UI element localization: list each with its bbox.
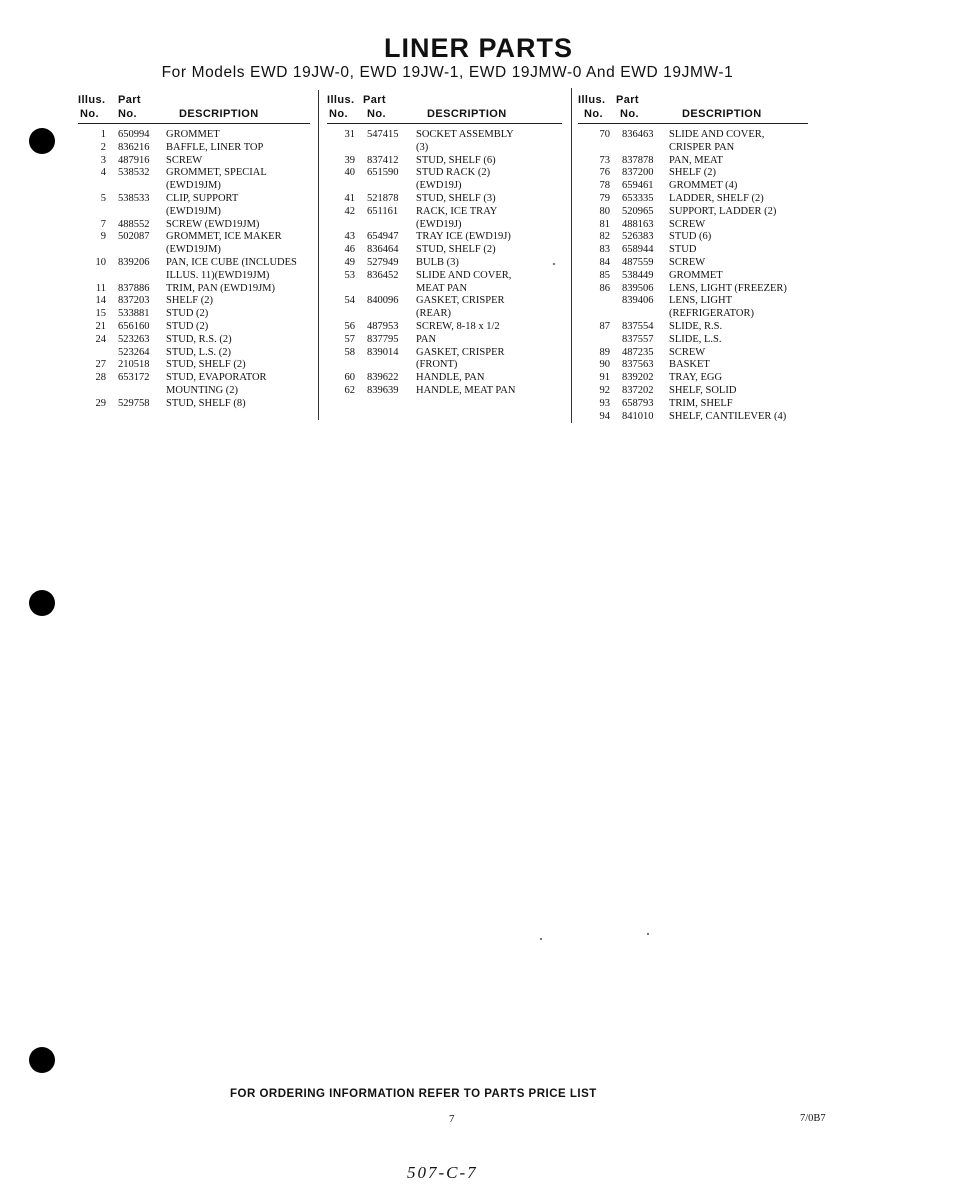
part-number: 523263 xyxy=(118,333,150,345)
illus-number: 28 xyxy=(95,372,106,384)
illus-number: 24 xyxy=(95,333,106,345)
binder-hole-top xyxy=(29,128,55,154)
part-number: 837878 xyxy=(622,154,654,166)
part-description: (3) xyxy=(416,141,429,153)
illus-number: 31 xyxy=(344,129,355,140)
part-number: 837412 xyxy=(367,154,399,166)
part-description: CLIP, SUPPORT xyxy=(166,192,239,204)
part-row xyxy=(327,359,562,372)
part-row xyxy=(78,372,310,385)
illus-number: 7 xyxy=(100,218,106,230)
part-description: STUD, SHELF (8) xyxy=(166,397,246,409)
illus-number: 43 xyxy=(344,231,355,243)
part-row xyxy=(578,359,808,372)
illus-number: 79 xyxy=(599,192,610,204)
part-row xyxy=(327,334,562,347)
illus-number: 9 xyxy=(100,231,106,243)
part-row xyxy=(78,295,310,308)
ordering-info-note: FOR ORDERING INFORMATION REFER TO PARTS PRICE LIST xyxy=(230,1088,597,1100)
parts-rows xyxy=(578,124,808,423)
part-number: 538532 xyxy=(118,167,150,179)
part-description: LENS, LIGHT (FREEZER) xyxy=(669,282,787,294)
part-row xyxy=(78,283,310,296)
part-row xyxy=(78,308,310,321)
part-row xyxy=(78,219,310,232)
illus-header: Illus. xyxy=(78,94,106,106)
part-number: 837886 xyxy=(118,282,150,294)
illus-number: 1 xyxy=(100,129,106,140)
part-row xyxy=(578,129,808,142)
part-row xyxy=(578,193,808,206)
part-number: 836452 xyxy=(367,269,399,281)
part-description: GROMMET xyxy=(669,269,723,281)
part-description: STUD xyxy=(669,244,697,256)
part-description: GROMMET xyxy=(166,129,220,140)
part-row xyxy=(578,142,808,155)
parts-rows xyxy=(78,124,310,411)
part-row xyxy=(327,206,562,219)
part-row xyxy=(327,295,562,308)
illus-no-header: No. xyxy=(584,108,603,120)
part-row xyxy=(578,372,808,385)
part-row xyxy=(327,219,562,232)
part-description: MEAT PAN xyxy=(416,282,468,294)
part-header: Part xyxy=(118,94,141,106)
column-header xyxy=(578,90,808,124)
illus-number: 81 xyxy=(599,218,610,230)
illus-number: 49 xyxy=(344,256,355,268)
illus-number: 78 xyxy=(599,180,610,192)
illus-number: 82 xyxy=(599,231,610,243)
column-divider xyxy=(571,88,572,423)
parts-column-1 xyxy=(78,90,310,411)
part-number: 839014 xyxy=(367,346,399,358)
part-number: 839406 xyxy=(622,295,654,307)
part-row xyxy=(78,334,310,347)
part-number: 488163 xyxy=(622,218,654,230)
part-number: 840096 xyxy=(367,295,399,307)
parts-column-2 xyxy=(327,90,562,398)
part-number: 836463 xyxy=(622,129,654,140)
part-row xyxy=(327,167,562,180)
part-row xyxy=(78,180,310,193)
part-description: TRIM, SHELF xyxy=(669,397,733,409)
part-number: 839506 xyxy=(622,282,654,294)
part-number: 521878 xyxy=(367,192,399,204)
binder-hole-bottom xyxy=(29,1047,55,1073)
part-row xyxy=(578,283,808,296)
illus-number: 70 xyxy=(599,129,610,140)
part-row xyxy=(327,321,562,334)
column-header xyxy=(78,90,310,124)
illus-number: 90 xyxy=(599,359,610,371)
part-row xyxy=(78,206,310,219)
part-description: (REFRIGERATOR) xyxy=(669,308,754,320)
part-number: 487235 xyxy=(622,346,654,358)
part-number: 488552 xyxy=(118,218,150,230)
part-description: RACK, ICE TRAY xyxy=(416,205,498,217)
illus-number: 4 xyxy=(100,167,106,179)
part-number: 210518 xyxy=(118,359,150,371)
part-description: GASKET, CRISPER xyxy=(416,295,505,307)
part-number: 487953 xyxy=(367,320,399,332)
part-row xyxy=(78,385,310,398)
illus-number: 86 xyxy=(599,282,610,294)
part-number: 487559 xyxy=(622,256,654,268)
handwritten-note: 507-C-7 xyxy=(407,1163,478,1182)
part-row xyxy=(578,385,808,398)
part-row xyxy=(578,334,808,347)
illus-number: 76 xyxy=(599,167,610,179)
illus-number: 58 xyxy=(344,346,355,358)
part-row xyxy=(78,231,310,244)
part-row xyxy=(78,244,310,257)
part-row xyxy=(578,321,808,334)
part-description: HANDLE, PAN xyxy=(416,372,485,384)
part-description: CRISPER PAN xyxy=(669,141,735,153)
part-header: Part xyxy=(616,94,639,106)
part-row xyxy=(578,244,808,257)
part-description: GASKET, CRISPER xyxy=(416,346,505,358)
part-description: (EWD19JM) xyxy=(166,205,221,217)
part-description: (FRONT) xyxy=(416,359,458,371)
part-description: STUD, SHELF (3) xyxy=(416,192,496,204)
illus-number: 29 xyxy=(95,397,106,409)
part-description: SCREW, 8-18 x 1/2 xyxy=(416,320,500,332)
part-description: STUD, SHELF (2) xyxy=(166,359,246,371)
part-row xyxy=(327,193,562,206)
part-row xyxy=(327,270,562,283)
part-number: 837203 xyxy=(118,295,150,307)
illus-number: 94 xyxy=(599,410,610,422)
part-row xyxy=(327,257,562,270)
part-row xyxy=(327,308,562,321)
part-description: STUD (2) xyxy=(166,320,209,332)
illus-number: 14 xyxy=(95,295,106,307)
part-description: SCREW xyxy=(669,346,706,358)
part-description: PAN xyxy=(416,333,437,345)
part-description: SCREW xyxy=(669,218,706,230)
part-number: 837557 xyxy=(622,333,654,345)
part-row xyxy=(578,295,808,308)
parts-column-3 xyxy=(578,90,808,423)
part-number: 837795 xyxy=(367,333,399,345)
part-description: SHELF, SOLID xyxy=(669,384,737,396)
illus-number: 85 xyxy=(599,269,610,281)
part-number: 839622 xyxy=(367,372,399,384)
part-row xyxy=(578,270,808,283)
illus-number: 27 xyxy=(95,359,106,371)
page-title: LINER PARTS xyxy=(383,33,573,63)
part-no-header: No. xyxy=(367,108,386,120)
illus-number: 89 xyxy=(599,346,610,358)
illus-number: 42 xyxy=(344,205,355,217)
part-row xyxy=(78,321,310,334)
part-description: (REAR) xyxy=(416,308,451,320)
part-description: GROMMET, SPECIAL xyxy=(166,167,267,179)
part-row xyxy=(578,411,808,424)
part-description: HANDLE, MEAT PAN xyxy=(416,384,516,396)
illus-number: 54 xyxy=(344,295,355,307)
part-row xyxy=(578,257,808,270)
part-row xyxy=(327,129,562,142)
part-row xyxy=(578,398,808,411)
part-number: 839202 xyxy=(622,372,654,384)
part-number: 538449 xyxy=(622,269,654,281)
illus-number: 3 xyxy=(100,154,106,166)
illus-no-header: No. xyxy=(80,108,99,120)
illus-number: 21 xyxy=(95,320,106,332)
part-number: 837200 xyxy=(622,167,654,179)
illus-header: Illus. xyxy=(578,94,606,106)
part-description: LENS, LIGHT xyxy=(669,295,732,307)
illus-number: 5 xyxy=(100,192,106,204)
illus-number: 83 xyxy=(599,244,610,256)
part-row xyxy=(578,167,808,180)
part-description: BAFFLE, LINER TOP xyxy=(166,141,264,153)
scan-speck xyxy=(540,938,542,940)
part-row xyxy=(327,385,562,398)
document-code: 7/0B7 xyxy=(800,1113,826,1124)
part-row xyxy=(78,257,310,270)
part-number: 654947 xyxy=(367,231,399,243)
illus-number: 15 xyxy=(95,308,106,320)
illus-number: 92 xyxy=(599,384,610,396)
illus-header: Illus. xyxy=(327,94,355,106)
illus-number: 2 xyxy=(100,141,106,153)
part-row xyxy=(78,347,310,360)
column-divider xyxy=(318,90,319,420)
page-number: 7 xyxy=(449,1113,455,1125)
part-row xyxy=(78,359,310,372)
column-header xyxy=(327,90,562,124)
description-header: DESCRIPTION xyxy=(427,108,507,120)
part-row xyxy=(578,206,808,219)
part-row xyxy=(327,283,562,296)
part-no-header: No. xyxy=(118,108,137,120)
part-description: STUD RACK (2) xyxy=(416,167,491,179)
part-number: 658793 xyxy=(622,397,654,409)
part-description: SHELF (2) xyxy=(166,295,213,307)
part-description: (EWD19J) xyxy=(416,218,462,230)
part-number: 523264 xyxy=(118,346,150,358)
illus-number: 73 xyxy=(599,154,610,166)
part-number: 656160 xyxy=(118,320,150,332)
scan-speck xyxy=(553,263,555,265)
part-description: STUD (2) xyxy=(166,308,209,320)
part-row xyxy=(78,398,310,411)
part-description: STUD, SHELF (2) xyxy=(416,244,496,256)
illus-number: 40 xyxy=(344,167,355,179)
part-number: 653172 xyxy=(118,372,150,384)
part-description: STUD, R.S. (2) xyxy=(166,333,232,345)
illus-number: 53 xyxy=(344,269,355,281)
part-row xyxy=(78,129,310,142)
part-description: TRIM, PAN (EWD19JM) xyxy=(166,282,275,294)
illus-number: 10 xyxy=(95,256,106,268)
binder-hole-middle xyxy=(29,590,55,616)
illus-number: 11 xyxy=(95,282,106,294)
part-description: GROMMET (4) xyxy=(669,180,738,192)
part-row xyxy=(578,219,808,232)
part-description: ILLUS. 11)(EWD19JM) xyxy=(166,269,270,281)
illus-number: 93 xyxy=(599,397,610,409)
part-description: SOCKET ASSEMBLY xyxy=(416,129,514,140)
part-number: 839206 xyxy=(118,256,150,268)
part-description: (EWD19JM) xyxy=(166,180,221,192)
part-row xyxy=(327,347,562,360)
part-number: 526383 xyxy=(622,231,654,243)
part-description: MOUNTING (2) xyxy=(166,384,239,396)
part-row xyxy=(578,180,808,193)
part-row xyxy=(327,180,562,193)
part-number: 841010 xyxy=(622,410,654,422)
part-description: SHELF (2) xyxy=(669,167,716,179)
part-number: 837554 xyxy=(622,320,654,332)
part-description: SCREW (EWD19JM) xyxy=(166,218,260,230)
illus-number: 56 xyxy=(344,320,355,332)
part-row xyxy=(327,231,562,244)
part-number: 836464 xyxy=(367,244,399,256)
part-row xyxy=(78,142,310,155)
part-description: BULB (3) xyxy=(416,256,459,268)
illus-number: 46 xyxy=(344,244,355,256)
part-number: 653335 xyxy=(622,192,654,204)
illus-number: 80 xyxy=(599,205,610,217)
part-number: 533881 xyxy=(118,308,150,320)
part-row xyxy=(578,308,808,321)
part-number: 487916 xyxy=(118,154,150,166)
part-description: SLIDE AND COVER, xyxy=(416,269,512,281)
part-row xyxy=(78,167,310,180)
part-description: STUD (6) xyxy=(669,231,712,243)
part-number: 547415 xyxy=(367,129,399,140)
part-description: TRAY ICE (EWD19J) xyxy=(416,231,511,243)
part-number: 651161 xyxy=(367,205,399,217)
part-description: PAN, MEAT xyxy=(669,154,723,166)
part-description: LADDER, SHELF (2) xyxy=(669,192,764,204)
part-row xyxy=(327,142,562,155)
part-description: (EWD19J) xyxy=(416,180,462,192)
illus-number: 57 xyxy=(344,333,355,345)
part-row xyxy=(78,193,310,206)
part-description: GROMMET, ICE MAKER xyxy=(166,231,282,243)
part-number: 502087 xyxy=(118,231,150,243)
page-subtitle: For Models EWD 19JW-0, EWD 19JW-1, EWD 19JMW-0 And EWD 19JMW-1 xyxy=(161,64,734,81)
part-number: 839639 xyxy=(367,384,399,396)
part-number: 659461 xyxy=(622,180,654,192)
illus-number: 91 xyxy=(599,372,610,384)
part-description: SUPPORT, LADDER (2) xyxy=(669,205,777,217)
part-number: 538533 xyxy=(118,192,150,204)
illus-number: 39 xyxy=(344,154,355,166)
description-header: DESCRIPTION xyxy=(682,108,762,120)
illus-no-header: No. xyxy=(329,108,348,120)
part-number: 651590 xyxy=(367,167,399,179)
illus-number: 41 xyxy=(344,192,355,204)
part-number: 837202 xyxy=(622,384,654,396)
part-row xyxy=(578,231,808,244)
part-number: 658944 xyxy=(622,244,654,256)
part-row xyxy=(78,270,310,283)
part-description: SHELF, CANTILEVER (4) xyxy=(669,410,787,422)
part-row xyxy=(578,155,808,168)
scan-speck xyxy=(647,933,649,935)
part-description: SLIDE AND COVER, xyxy=(669,129,765,140)
part-number: 836216 xyxy=(118,141,150,153)
part-row xyxy=(578,347,808,360)
part-description: BASKET xyxy=(669,359,710,371)
part-description: SLIDE, L.S. xyxy=(669,333,722,345)
part-description: SLIDE, R.S. xyxy=(669,320,723,332)
part-description: TRAY, EGG xyxy=(669,372,723,384)
part-header: Part xyxy=(363,94,386,106)
part-description: STUD, EVAPORATOR xyxy=(166,372,267,384)
illus-number: 87 xyxy=(599,320,610,332)
part-description: (EWD19JM) xyxy=(166,244,221,256)
part-description: SCREW xyxy=(669,256,706,268)
illus-number: 60 xyxy=(344,372,355,384)
illus-number: 62 xyxy=(344,384,355,396)
part-row xyxy=(327,244,562,257)
part-description: STUD, L.S. (2) xyxy=(166,346,232,358)
part-no-header: No. xyxy=(620,108,639,120)
description-header: DESCRIPTION xyxy=(179,108,259,120)
part-number: 837563 xyxy=(622,359,654,371)
part-description: STUD, SHELF (6) xyxy=(416,154,496,166)
part-row xyxy=(327,372,562,385)
part-description: PAN, ICE CUBE (INCLUDES xyxy=(166,256,297,268)
part-number: 529758 xyxy=(118,397,150,409)
part-number: 520965 xyxy=(622,205,654,217)
illus-number: 84 xyxy=(599,256,610,268)
parts-rows xyxy=(327,124,562,398)
part-row xyxy=(327,155,562,168)
part-number: 650994 xyxy=(118,129,150,140)
part-number: 527949 xyxy=(367,256,399,268)
part-description: SCREW xyxy=(166,154,203,166)
part-row xyxy=(78,155,310,168)
